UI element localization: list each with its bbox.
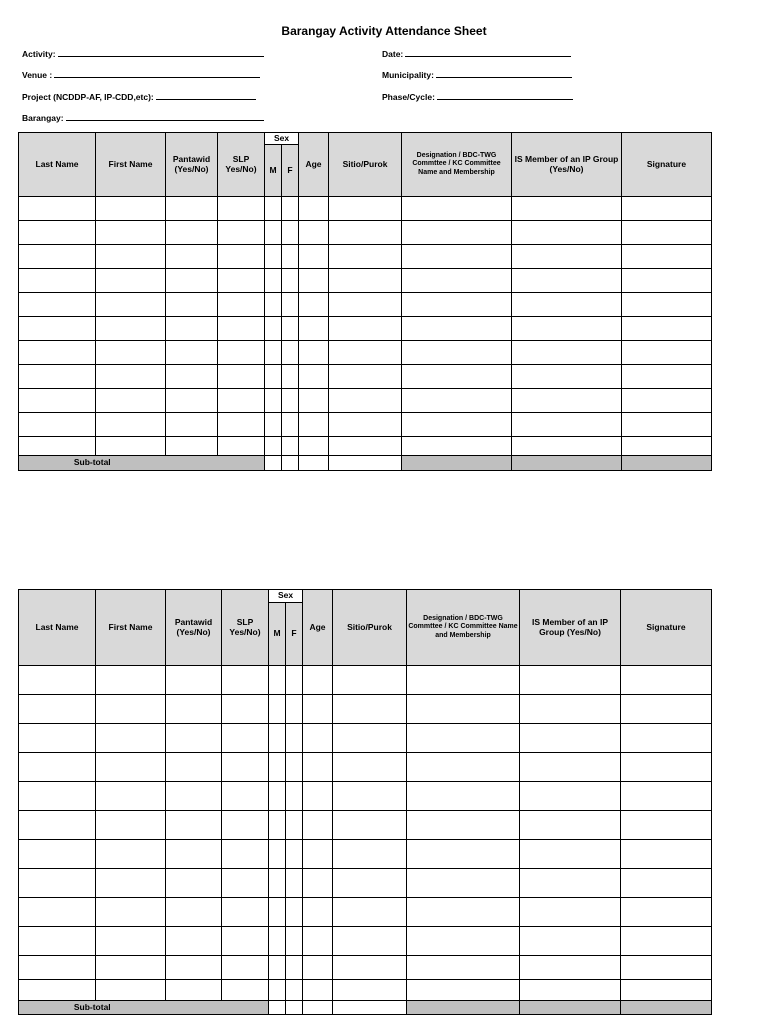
activity-field[interactable] — [22, 48, 264, 59]
table-2-body — [19, 666, 712, 1015]
phase-label: Phase/Cycle: — [382, 92, 435, 102]
table-row[interactable] — [19, 753, 712, 782]
header-sitio: Sitio/Purok — [329, 133, 402, 197]
table-row[interactable] — [19, 221, 712, 245]
table-row[interactable] — [19, 365, 712, 389]
header-pantawid: Pantawid (Yes/No) — [166, 133, 218, 197]
header-slp: SLP Yes/No) — [218, 133, 265, 197]
header-signature: Signature — [622, 133, 712, 197]
header-sex: Sex — [269, 590, 303, 603]
table-row[interactable] — [19, 389, 712, 413]
project-label: Project (NCDDP-AF, IP-CDD,etc): — [22, 92, 154, 102]
header-male: M — [269, 603, 286, 666]
barangay-field[interactable] — [22, 112, 264, 123]
header-ip-member: IS Member of an IP Group (Yes/No) — [520, 590, 621, 666]
header-age: Age — [299, 133, 329, 197]
header-pantawid: Pantawid (Yes/No) — [166, 590, 222, 666]
header-sex: Sex — [265, 133, 299, 145]
table-row[interactable] — [19, 695, 712, 724]
header-ip-member: IS Member of an IP Group (Yes/No) — [512, 133, 622, 197]
venue-label: Venue : — [22, 70, 53, 80]
phase-field[interactable] — [382, 91, 573, 102]
attendance-table-1 — [18, 132, 712, 471]
header-first-name: First Name — [96, 590, 166, 666]
header-designation: Designation / BDC-TWG Commttee / KC Committee Name and Membership — [402, 133, 512, 197]
header-last-name: Last Name — [19, 133, 96, 197]
header-designation: Designation / BDC-TWG Commttee / KC Committee Name and Membership — [407, 590, 520, 666]
subtotal-row — [19, 1001, 712, 1015]
activity-label: Activity: — [22, 49, 56, 59]
header-last-name: Last Name — [19, 590, 96, 666]
date-field[interactable] — [382, 48, 571, 59]
attendance-table-2 — [18, 589, 712, 1015]
table-row[interactable] — [19, 293, 712, 317]
project-field[interactable] — [22, 91, 256, 102]
subtotal-row — [19, 456, 712, 471]
table-row[interactable] — [19, 898, 712, 927]
table-row[interactable] — [19, 927, 712, 956]
subtotal-label: Sub-total — [19, 1001, 166, 1015]
table-row[interactable] — [19, 317, 712, 341]
subtotal-label: Sub-total — [19, 456, 166, 471]
header-female: F — [286, 603, 303, 666]
table-row[interactable] — [19, 666, 712, 695]
table-row[interactable] — [19, 724, 712, 753]
header-age: Age — [303, 590, 333, 666]
date-label: Date: — [382, 49, 404, 59]
venue-field[interactable] — [22, 69, 260, 80]
municipality-label: Municipality: — [382, 70, 434, 80]
header-male: M — [265, 145, 282, 197]
header-first-name: First Name — [96, 133, 166, 197]
page-title: Barangay Activity Attendance Sheet — [281, 24, 487, 38]
table-row[interactable] — [19, 782, 712, 811]
header-signature: Signature — [621, 590, 712, 666]
header-sitio: Sitio/Purok — [333, 590, 407, 666]
table-1-body — [19, 197, 712, 471]
table-row[interactable] — [19, 956, 712, 980]
barangay-label: Barangay: — [22, 113, 64, 123]
table-row[interactable] — [19, 811, 712, 840]
table-row[interactable] — [19, 197, 712, 221]
table-row[interactable] — [19, 245, 712, 269]
header-female: F — [282, 145, 299, 197]
table-row[interactable] — [19, 980, 712, 1001]
table-row[interactable] — [19, 269, 712, 293]
municipality-field[interactable] — [382, 69, 572, 80]
table-row[interactable] — [19, 869, 712, 898]
table-row[interactable] — [19, 413, 712, 437]
header-slp: SLP Yes/No) — [222, 590, 269, 666]
table-row[interactable] — [19, 437, 712, 456]
table-row[interactable] — [19, 840, 712, 869]
table-row[interactable] — [19, 341, 712, 365]
